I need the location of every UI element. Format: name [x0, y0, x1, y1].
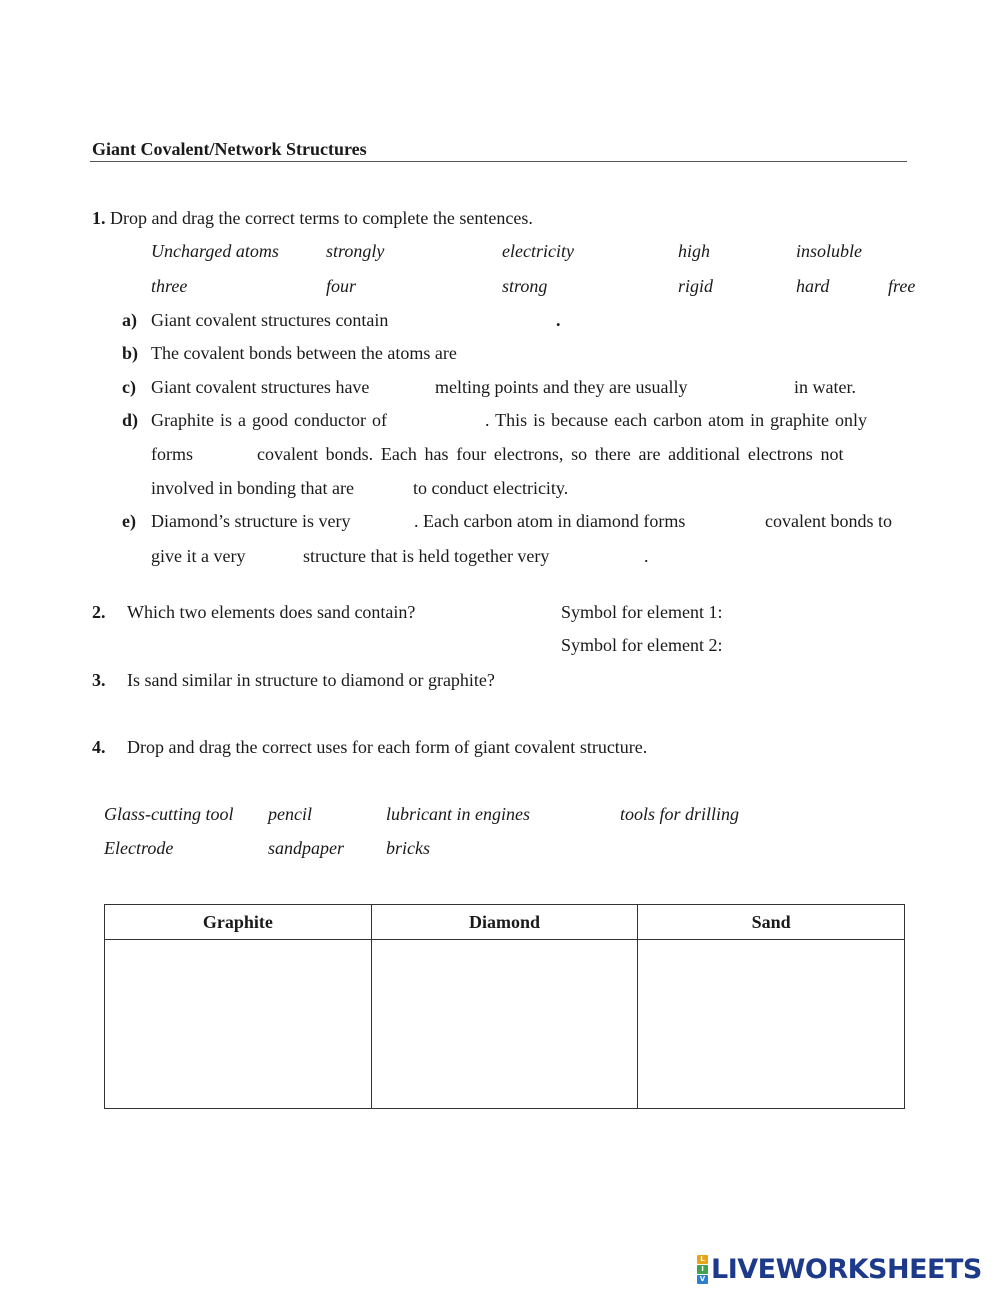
word-four[interactable]: four	[326, 276, 357, 296]
part-e-line1-b: . Each carbon atom in diamond forms	[414, 511, 686, 531]
question-1-header	[92, 208, 533, 229]
part-c-label: c)	[122, 377, 136, 397]
question-3-number: 3.	[92, 670, 106, 690]
word-free[interactable]: free	[888, 276, 916, 296]
part-b-label: b)	[122, 343, 139, 363]
word-electricity[interactable]: electricity	[502, 241, 574, 261]
question-2-prompt: Which two elements does sand contain?	[127, 602, 416, 622]
drop-zone-e1[interactable]	[374, 511, 412, 533]
word-uncharged-atoms[interactable]: Uncharged atoms	[151, 241, 279, 261]
drop-zone-b[interactable]	[488, 343, 628, 365]
symbol-element-1-label: Symbol for element 1:	[561, 602, 723, 622]
word-high[interactable]: high	[678, 241, 711, 261]
uses-table	[104, 904, 905, 1109]
use-electrode[interactable]: Electrode	[104, 838, 174, 858]
header-diamond: Diamond	[371, 905, 638, 940]
question-2-number: 2.	[92, 602, 106, 622]
drop-cell-diamond[interactable]	[371, 940, 638, 1109]
symbol-element-2-input[interactable]	[745, 635, 825, 657]
drop-zone-e2[interactable]	[722, 511, 762, 533]
part-d-line2-a: forms	[151, 444, 193, 464]
use-bricks[interactable]: bricks	[386, 838, 430, 858]
part-c-text-3: in water.	[794, 377, 856, 397]
part-c-text-1: Giant covalent structures have	[151, 377, 370, 397]
use-tools-for-drilling[interactable]: tools for drilling	[620, 804, 740, 824]
part-d-label: d)	[122, 410, 139, 430]
question-3-prompt: Is sand similar in structure to diamond or graphite?	[127, 670, 495, 690]
question-4-prompt: Drop and drag the correct uses for each form of giant covalent structure.	[127, 737, 648, 757]
part-b-text: The covalent bonds between the atoms are	[151, 343, 457, 363]
part-d-line3-b: to conduct electricity.	[413, 478, 569, 498]
worksheet-title: Giant Covalent/Network Structures	[92, 139, 367, 159]
part-e-line1-a: Diamond’s structure is very	[151, 511, 351, 531]
part-a-text: Giant covalent structures contain	[151, 310, 389, 330]
drop-cell-graphite[interactable]	[105, 940, 372, 1109]
use-pencil[interactable]: pencil	[268, 804, 312, 824]
part-d-line3-a: involved in bonding that are	[151, 478, 354, 498]
word-three[interactable]: three	[151, 276, 188, 296]
word-strong[interactable]: strong	[502, 276, 548, 296]
drop-zone-d3[interactable]	[374, 478, 410, 500]
part-c-text-2: melting points and they are usually	[435, 377, 688, 397]
symbol-element-1-input[interactable]	[745, 602, 825, 624]
title-divider	[90, 161, 907, 162]
drop-zone-c2[interactable]	[712, 377, 790, 399]
part-e-line2-b: structure that is held together very	[303, 546, 550, 566]
part-e-label: e)	[122, 511, 136, 531]
logo-blocks-icon: L I V	[697, 1255, 708, 1284]
question-3-answer-input[interactable]	[540, 670, 700, 692]
part-a-period: .	[556, 310, 561, 330]
part-e-line1-c: covalent bonds to	[765, 511, 892, 531]
part-d-line2-b: covalent bonds. Each has four electrons, so there are additional electrons not	[257, 444, 844, 464]
liveworksheets-logo	[697, 1253, 982, 1285]
question-1-prompt: Drop and drag the correct terms to complete the sentences.	[110, 208, 533, 228]
use-glass-cutting-tool[interactable]: Glass-cutting tool	[104, 804, 234, 824]
part-d-line1-b: . This is because each carbon atom in graphite only	[485, 410, 868, 430]
logo-text: LIVEWORKSHEETS	[711, 1253, 982, 1285]
header-sand: Sand	[638, 905, 905, 940]
drop-cell-sand[interactable]	[638, 940, 905, 1109]
symbol-element-2-label: Symbol for element 2:	[561, 635, 723, 655]
question-1-number: 1.	[92, 208, 106, 228]
drop-zone-e3[interactable]	[256, 546, 300, 568]
drop-zone-c1[interactable]	[390, 377, 432, 399]
part-e-line2-c: .	[644, 546, 649, 566]
use-lubricant-in-engines[interactable]: lubricant in engines	[386, 804, 530, 824]
drop-zone-a[interactable]	[411, 310, 551, 332]
part-a-label: a)	[122, 310, 137, 330]
part-d-line1-a: Graphite is a good conductor of	[151, 410, 387, 430]
word-insoluble[interactable]: insoluble	[796, 241, 862, 261]
use-sandpaper[interactable]: sandpaper	[268, 838, 344, 858]
word-hard[interactable]: hard	[796, 276, 830, 296]
part-e-line2-a: give it a very	[151, 546, 246, 566]
drop-zone-d1[interactable]	[410, 410, 482, 432]
question-4-number: 4.	[92, 737, 106, 757]
drop-zone-d2[interactable]	[200, 444, 252, 466]
drop-zone-e4[interactable]	[575, 546, 641, 568]
word-rigid[interactable]: rigid	[678, 276, 714, 296]
word-strongly[interactable]: strongly	[326, 241, 385, 261]
header-graphite: Graphite	[105, 905, 372, 940]
